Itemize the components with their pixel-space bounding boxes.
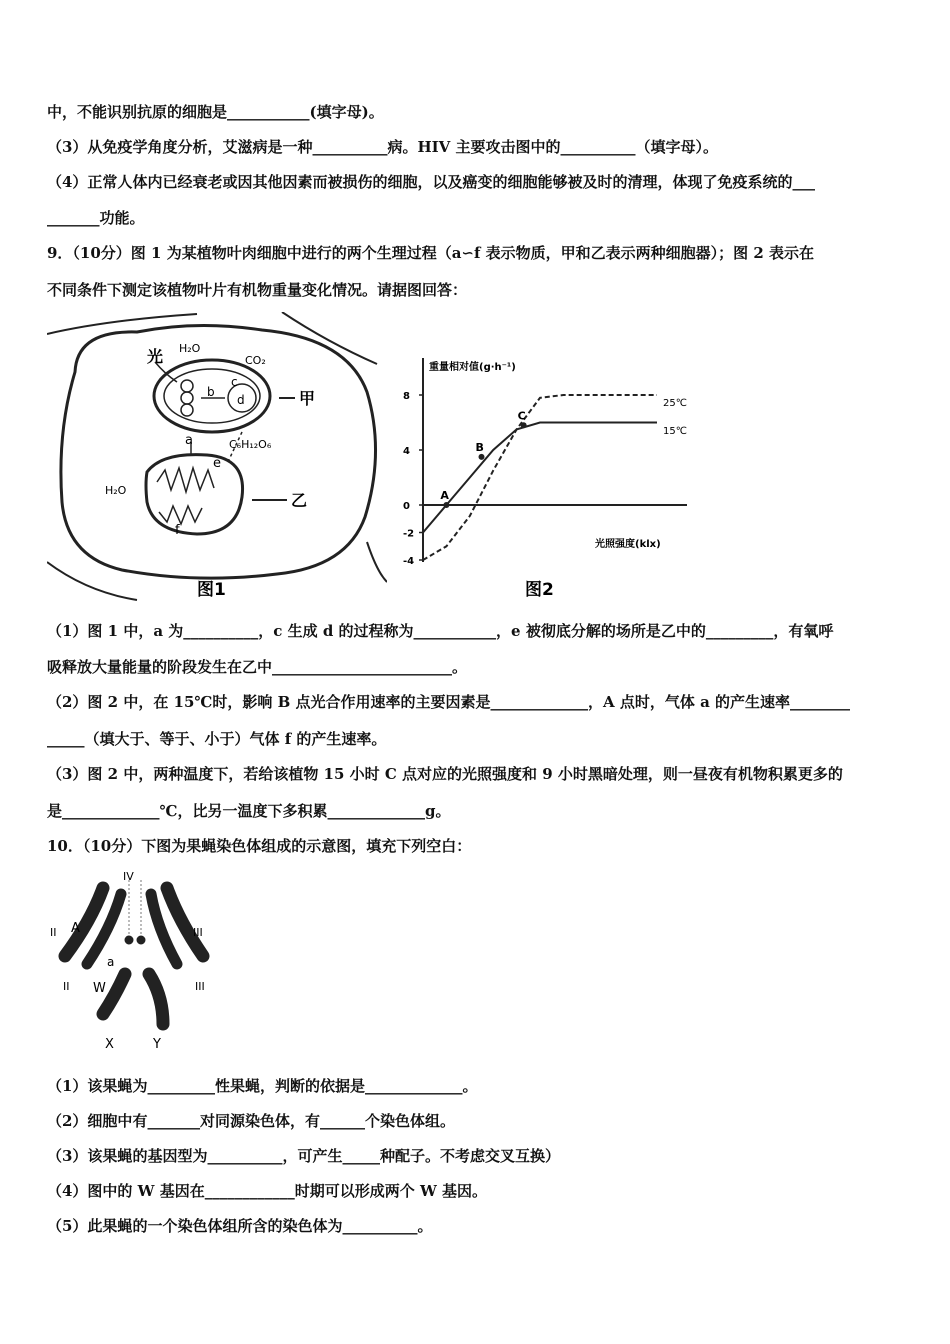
fig3-label-iv: IV xyxy=(123,870,134,883)
fig1-label-c6h12o6: C₆H₁₂O₆ xyxy=(229,438,272,451)
text-line-6: 不同条件下测定该植物叶片有机物重量变化情况。请据图回答： xyxy=(47,281,468,299)
text-line-3: （4）正常人体内已经衰老或因其他因素而被损伤的细胞，以及癌变的细胞能够被及时的清理，体现了免疫系统的___ xyxy=(47,173,815,191)
fig2-ytick-label: -2 xyxy=(403,528,415,540)
q9-part3-line2: 是_____________℃，比另一温度下多积累_____________g。 xyxy=(47,802,451,820)
q9-part3-line1: （3）图 2 中，两种温度下，若给该植物 15 小时 C 点对应的光照强度和 9 小时黑暗处理，则一昼夜有机物积累更多的 xyxy=(47,765,843,783)
q9-part2-line1: （2）图 2 中，在 15℃时，影响 B 点光合作用速率的主要因素是_____________，A 点时，气体 a 的产生速率________ xyxy=(47,693,851,711)
fig3-label-ii-lower: II xyxy=(63,980,70,993)
q10-part2: （2）细胞中有_______对同源染色体，有______个染色体组。 xyxy=(47,1112,455,1130)
fig2-ytick-label: 0 xyxy=(403,501,410,512)
fig2-point-label-B: B xyxy=(475,440,484,454)
text-line-2: （3）从免疫学角度分析，艾滋病是一种__________病。HIV 主要攻击图中的__________（填字母）。 xyxy=(47,138,718,156)
fig2-ytick-label: 4 xyxy=(403,446,410,457)
fig2-series-25c-line xyxy=(423,395,657,560)
q10-part3: （3）该果蝇的基因型为__________，可产生_____种配子。不考虑交叉互换） xyxy=(47,1147,560,1165)
fig2-ylabel: 重量相对值(g·h⁻¹) xyxy=(429,362,516,373)
fig2-point-B xyxy=(479,454,485,460)
fig3-label-ii-upper: II xyxy=(50,926,57,939)
chromosome-iv-dot-left xyxy=(125,936,133,944)
chromosome-y xyxy=(149,974,163,1024)
fig2-xlabel: 光照强度(klx) xyxy=(595,539,661,550)
fig1-label-light: 光 xyxy=(147,347,164,366)
fig2-point-label-C: C xyxy=(517,409,526,423)
q9-part1-line1: （1）图 1 中，a 为__________，c 生成 d 的过程称为___________，e 被彻底分解的场所是乙中的_________，有氧呼 xyxy=(47,622,834,640)
fig2-ytick-label: -4 xyxy=(403,556,415,567)
q10-part5: （5）此果蝇的一个染色体组所含的染色体为__________。 xyxy=(47,1217,433,1235)
figure-1-cell-diagram xyxy=(47,312,387,602)
figure-3-chromosomes xyxy=(45,866,225,1056)
fig2-caption: 图2 xyxy=(525,580,554,600)
chromosome-x xyxy=(103,974,125,1014)
fig1-label-d: d xyxy=(237,393,245,407)
fig3-label-Y: Y xyxy=(153,1037,161,1052)
fig3-label-iii-lower: III xyxy=(195,980,205,993)
fig2-ytick-label: 8 xyxy=(403,391,410,402)
text-line-4: _______功能。 xyxy=(47,209,145,227)
fig1-label-a: a xyxy=(185,433,193,448)
fig1-label-c: c xyxy=(231,375,238,389)
q10-part4: （4）图中的 W 基因在____________时期可以形成两个 W 基因。 xyxy=(47,1182,488,1200)
fig3-label-X: X xyxy=(105,1037,114,1052)
fig1-label-h2o-top: H₂O xyxy=(179,342,201,355)
fig1-label-yi: 乙 xyxy=(291,491,308,510)
fig2-legend-25c: 25℃ xyxy=(663,398,687,409)
fig1-label-jia: 甲 xyxy=(299,389,316,408)
cell-wall xyxy=(61,325,376,578)
fig3-label-a: a xyxy=(107,955,115,969)
fig2-series-15c-line xyxy=(423,423,657,533)
fig1-label-f: f xyxy=(175,523,180,538)
question-9-header: 9．（10分）图 1 为某植物叶肉细胞中进行的两个生理过程（a∽f 表示物质，甲和乙表示两种细胞器）；图 2 表示在 xyxy=(47,244,815,262)
fig1-caption: 图1 xyxy=(197,580,226,600)
q9-part1-line2: 吸释放大量能量的阶段发生在乙中________________________。 xyxy=(47,658,468,676)
figure-2-line-chart xyxy=(395,340,715,602)
chromosome-iv-dot-right xyxy=(137,936,145,944)
fig2-legend-15c: 15℃ xyxy=(663,426,687,437)
fig1-label-co2: CO₂ xyxy=(245,354,266,367)
question-10-header: 10．（10分）下图为果蝇染色体组成的示意图，填充下列空白： xyxy=(47,837,472,855)
fig3-label-W: W xyxy=(93,981,106,996)
q9-part2-line2: _____（填大于、等于、小于）气体 f 的产生速率。 xyxy=(47,730,387,748)
text-line-1: 中，不能识别抗原的细胞是___________(填字母)。 xyxy=(47,103,384,121)
fig3-label-iii-upper: III xyxy=(193,926,203,939)
fig3-label-A: A xyxy=(71,921,80,936)
fig2-point-label-A: A xyxy=(440,489,449,502)
q10-part1: （1）该果蝇为_________性果蝇，判断的依据是_____________。 xyxy=(47,1077,478,1095)
fig2-point-A xyxy=(443,502,449,508)
fig1-label-h2o-left: H₂O xyxy=(105,484,127,497)
fig1-label-b: b xyxy=(207,385,215,399)
fig1-label-e: e xyxy=(213,456,221,471)
fig2-point-C xyxy=(521,422,527,428)
